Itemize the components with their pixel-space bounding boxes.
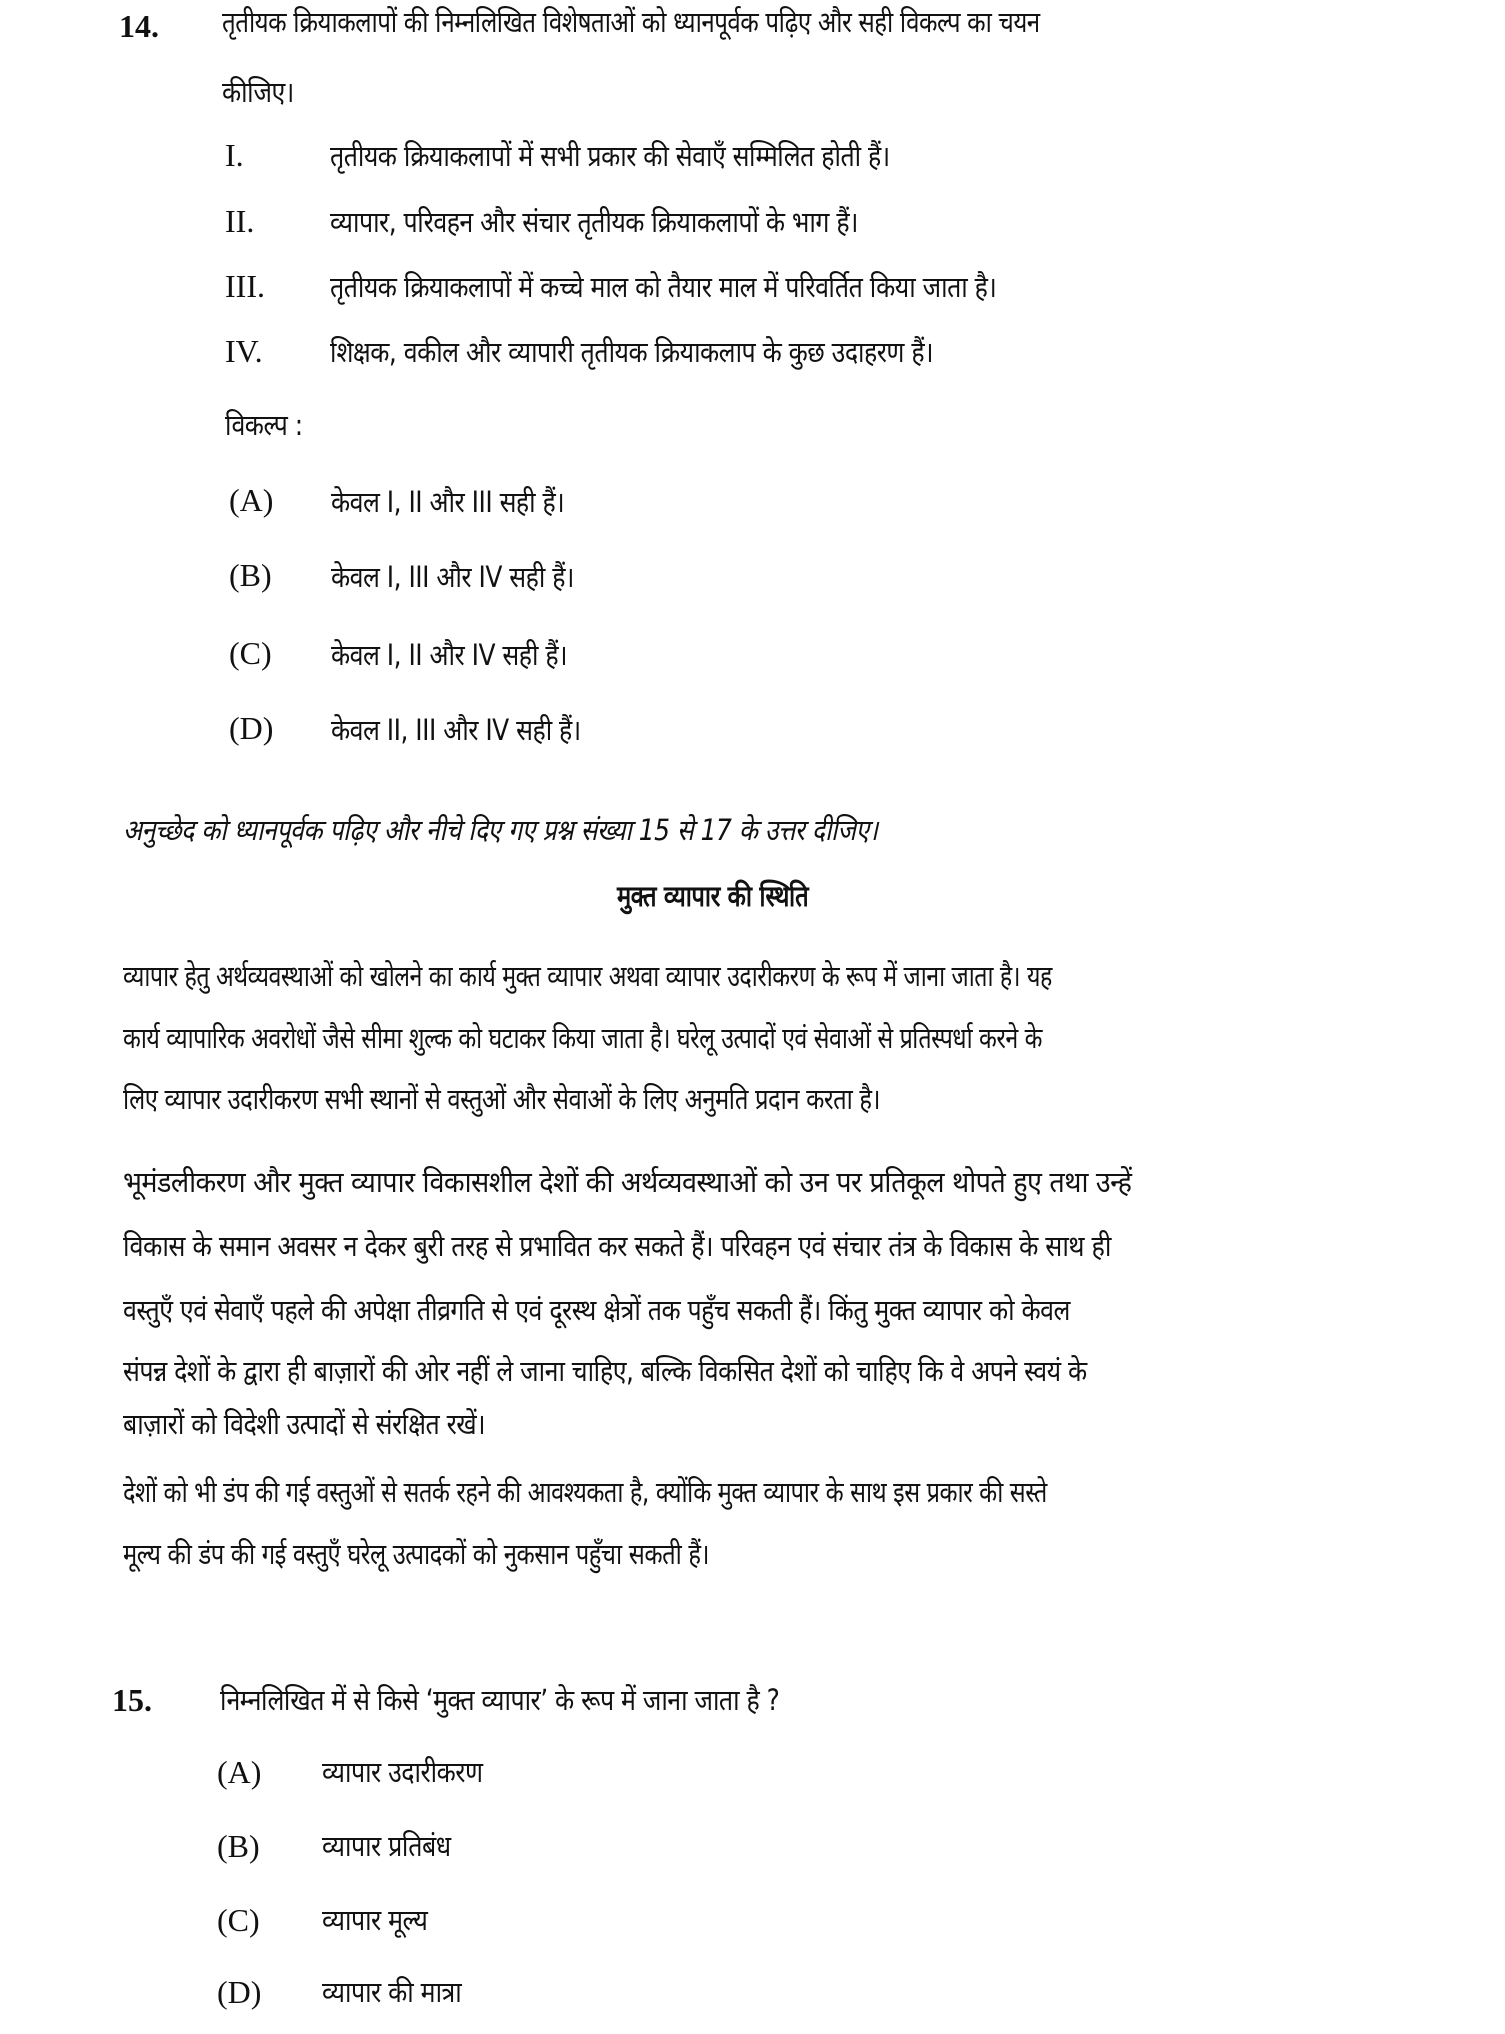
- statement-text: तृतीयक क्रियाकलापों में कच्चे माल को तैयार माल में परिवर्तित किया जाता है।: [330, 270, 997, 304]
- passage-line: संपन्न देशों के द्वारा ही बाज़ारों की ओर नहीं ले जाना चाहिए, बल्कि विकसित देशों को चाहिए कि वे अपने स्वयं के: [123, 1354, 1087, 1388]
- option-label: (A): [217, 1754, 262, 1790]
- passage-line: मूल्य की डंप की गई वस्तुएँ घरेलू उत्पादकों को नुकसान पहुँचा सकती हैं।: [123, 1537, 710, 1571]
- question-text-line-2: कीजिए।: [222, 75, 294, 109]
- passage-line: लिए व्यापार उदारीकरण सभी स्थानों से वस्तुओं और सेवाओं के लिए अनुमति प्रदान करता है।: [123, 1082, 881, 1116]
- passage-line: विकास के समान अवसर न देकर बुरी तरह से प्रभावित कर सकते हैं। परिवहन एवं संचार तंत्र के विकास के साथ ही: [123, 1229, 1111, 1263]
- option-label: (C): [217, 1902, 260, 1938]
- option-text: व्यापार उदारीकरण: [322, 1755, 483, 1789]
- option-text: व्यापार मूल्य: [322, 1903, 428, 1937]
- passage-line: कार्य व्यापारिक अवरोधों जैसे सीमा शुल्क को घटाकर किया जाता है। घरेलू उत्पादों एवं सेवाओं से प्रतिस्पर्धा करने के: [123, 1021, 1042, 1055]
- passage-line: देशों को भी डंप की गई वस्तुओं से सतर्क रहने की आवश्यकता है, क्योंकि मुक्त व्यापार के साथ इस प्रकार की सस्ते: [123, 1475, 1047, 1509]
- statement-label: II.: [225, 203, 255, 239]
- passage-line: बाज़ारों को विदेशी उत्पादों से संरक्षित रखें।: [123, 1407, 486, 1441]
- option-label: (B): [229, 557, 272, 593]
- options-heading: विकल्प :: [225, 408, 303, 442]
- question-text-line-1: तृतीयक क्रियाकलापों की निम्नलिखित विशेषताओं को ध्यानपूर्वक पढ़िए और सही विकल्प का चयन: [222, 5, 1040, 39]
- statement-label: IV.: [225, 333, 263, 369]
- option-label: (B): [217, 1828, 260, 1864]
- option-text: केवल I, II और III सही हैं।: [331, 485, 565, 519]
- option-text: व्यापार की मात्रा: [322, 1975, 462, 2009]
- passage-line: व्यापार हेतु अर्थव्यवस्थाओं को खोलने का कार्य मुक्त व्यापार अथवा व्यापार उदारीकरण के रूप में जाना जाता है। यह: [123, 959, 1052, 993]
- statement-text: व्यापार, परिवहन और संचार तृतीयक क्रियाकलापों के भाग हैं।: [330, 205, 858, 239]
- option-label: (D): [229, 710, 274, 746]
- passage-title: मुक्त व्यापार की स्थिति: [617, 879, 809, 913]
- question-text: निम्नलिखित में से किसे ‘मुक्त व्यापार’ के रूप में जाना जाता है ?: [220, 1683, 780, 1717]
- passage-line: भूमंडलीकरण और मुक्त व्यापार विकासशील देशों की अर्थव्यवस्थाओं को उन पर प्रतिकूल थोपते हुए तथा उन्हें: [123, 1165, 1132, 1199]
- option-label: (C): [229, 635, 272, 671]
- option-text: व्यापार प्रतिबंध: [322, 1829, 451, 1863]
- question-number: 15.: [112, 1682, 152, 1718]
- option-text: केवल II, III और IV सही हैं।: [331, 713, 581, 747]
- question-number: 14.: [119, 8, 159, 44]
- option-text: केवल I, III और IV सही हैं।: [331, 560, 574, 594]
- option-text: केवल I, II और IV सही हैं।: [331, 638, 568, 672]
- statement-text: तृतीयक क्रियाकलापों में सभी प्रकार की सेवाएँ सम्मिलित होती हैं।: [330, 139, 890, 173]
- passage-line: वस्तुएँ एवं सेवाएँ पहले की अपेक्षा तीव्रगति से एवं दूरस्थ क्षेत्रों तक पहुँच सकती हैं। किंतु मुक्त व्यापार को केवल: [123, 1293, 1070, 1327]
- statement-text: शिक्षक, वकील और व्यापारी तृतीयक क्रियाकलाप के कुछ उदाहरण हैं।: [330, 335, 934, 369]
- statement-label: I.: [225, 137, 244, 173]
- statement-label: III.: [225, 268, 265, 304]
- option-label: (D): [217, 1974, 262, 2010]
- option-label: (A): [229, 482, 274, 518]
- passage-instruction: अनुच्छेद को ध्यानपूर्वक पढ़िए और नीचे दिए गए प्रश्न संख्या 15 से 17 के उत्तर दीजिए।: [123, 813, 878, 847]
